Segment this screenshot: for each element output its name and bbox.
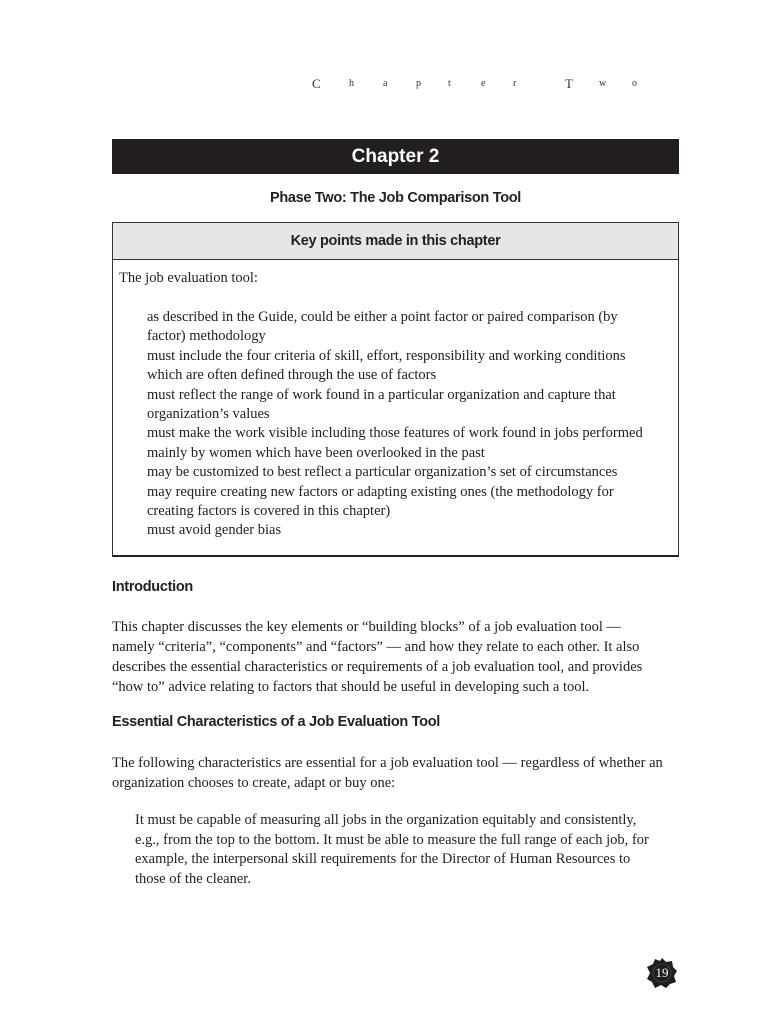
key-point-line: which are often defined through the use of factors: [147, 367, 437, 384]
running-head-letter: h: [349, 78, 354, 89]
running-head-letter: t: [448, 78, 451, 89]
key-point-line: must reflect the range of work found in a particular organization and capture that: [147, 386, 616, 403]
key-points-box: [112, 222, 679, 557]
running-head-letter: C: [312, 76, 321, 91]
key-point-line: organization’s values: [147, 406, 270, 423]
key-point-line: creating factors is covered in this chapter): [147, 503, 391, 520]
page-number: 19: [655, 965, 669, 980]
paragraph-line: The following characteristics are essential for a job evaluation tool — regardless of whether an: [112, 755, 663, 771]
paragraph-line: It must be capable of measuring all jobs in the organization equitably and consistently,: [135, 812, 637, 828]
key-points-list: [147, 308, 667, 541]
key-point-line: as described in the Guide, could be either a point factor or paired comparison (by: [147, 309, 618, 325]
paragraph-line: This chapter discusses the key elements or “building blocks” of a job evaluation tool —: [112, 619, 621, 635]
key-point-line: factor) methodology: [147, 328, 266, 345]
running-head-letter: r: [513, 78, 517, 89]
paragraph-line: organization chooses to create, adapt or buy one:: [112, 775, 396, 791]
paragraph-line: e.g., from the top to the bottom. It must be able to measure the full range of each job, for: [135, 831, 649, 848]
key-point-line: mainly by women which have been overlooked in the past: [147, 444, 485, 461]
key-point-line: must avoid gender bias: [147, 522, 282, 539]
chapter-title-bar: [112, 139, 679, 174]
introduction-heading: Introduction: [112, 579, 193, 595]
chapter-subtitle: Phase Two: The Job Comparison Tool: [269, 190, 522, 206]
key-points-heading: Key points made in this chapter: [113, 223, 678, 260]
key-point-line: must make the work visible including those features of work found in jobs performed: [147, 425, 643, 442]
paragraph-line: namely “criteria”, “components” and “factors” — and how they relate to each other. It also: [112, 639, 640, 655]
paragraph-line: those of the cleaner.: [135, 870, 251, 887]
paragraph-line: “how to” advice relating to factors that should be useful in developing such a tool.: [112, 679, 590, 695]
key-point-line: may require creating new factors or adapting existing ones (the methodology for: [147, 483, 614, 500]
running-head-letter: p: [416, 78, 421, 89]
paragraph-line: describes the essential characteristics or requirements of a job evaluation tool, and provides: [112, 659, 643, 675]
running-head-letter: T: [565, 76, 573, 91]
paragraph-line: example, the interpersonal skill requirements for the Director of Human Resources to: [135, 851, 631, 867]
key-point-line: must include the four criteria of skill, effort, responsibility and working conditions: [147, 347, 626, 364]
key-points-intro: The job evaluation tool:: [119, 270, 258, 286]
essential-indented-paragraph: [135, 811, 683, 889]
running-head-letter: o: [632, 78, 637, 89]
running-head-letter: a: [383, 78, 388, 89]
essential-characteristics-heading: Essential Characteristics of a Job Evaluation Tool: [112, 714, 440, 730]
key-point-line: may be customized to best reflect a particular organization’s set of circumstances: [147, 464, 618, 481]
essential-paragraph: [112, 753, 684, 793]
chapter-title: Chapter 2: [351, 146, 440, 167]
running-head-letter: w: [599, 78, 607, 89]
running-head-letter: e: [481, 78, 486, 89]
introduction-paragraph: [112, 617, 684, 697]
